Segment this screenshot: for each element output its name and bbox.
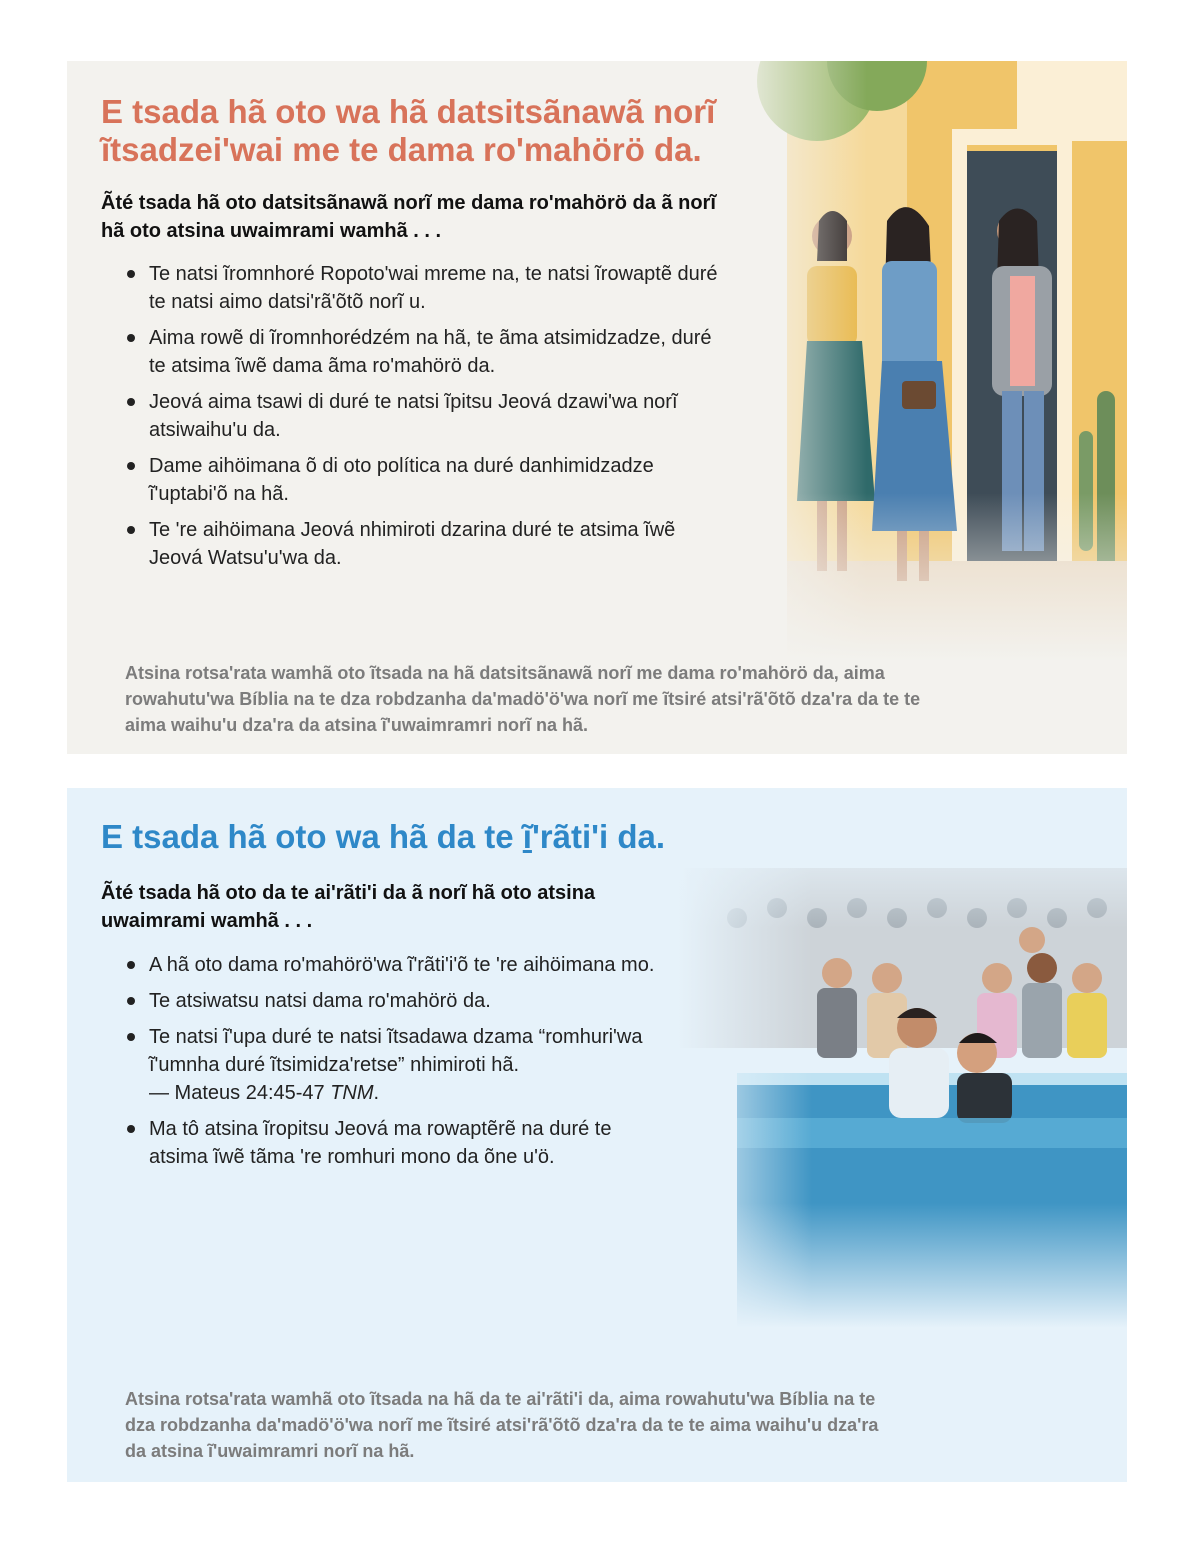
section-door-visit [67,61,1127,754]
section-footer-note: Atsina rotsa'rata wamhã oto ĩtsada na hã da te ai'rãti'i da, aima rowahutu'wa Bíblia na te dza robdzanha da'madö'ö'wa norĩ me ĩtsiré atsi'rã'õtõ dza'ra da te te aima waihu'u dza'ra da atsina ĩ'uwaimramri norĩ na hã. [125,1389,879,1461]
list-item: Te 're aihöimana Jeová nhimiroti dzarina duré te atsima ĩwẽ Jeová Watsu'u'wa da. [127,516,727,572]
scripture-citation: — Mateus 24:45-47 TNM. [149,1082,380,1104]
bullet-icon [127,334,135,342]
section-intro: Ãté tsada hã oto da te ai'rãti'i da ã norĩ hã oto atsina uwaimrami wamhã . . . [101,882,596,932]
bullet-list [127,951,667,1179]
bullet-icon [127,1125,135,1133]
list-item: Te natsi ĩ'upa duré te natsi ĩtsadawa dzama “romhuri'wa ĩ'umnha duré ĩtsimidza'retse” nhimiroti hã. — Mateus 24:45-47 TNM. [127,1023,667,1107]
list-item: Ma tô atsina ĩropitsu Jeová ma rowaptẽrẽ na duré te atsima ĩwẽ tãma 're romhuri mono da õne u'ö. [127,1115,667,1171]
section-title: E tsada hã oto wa hã datsitsãnawã norĩ ĩtsadzei'wai me te dama ro'mahörö da. [101,93,716,168]
bullet-icon [127,398,135,406]
section-footer-note: Atsina rotsa'rata wamhã oto ĩtsada na hã datsitsãnawã norĩ me dama ro'mahörö da, aima rowahutu'wa Bíblia na te dza robdzanha da'madö'ö'wa norĩ me ĩtsiré atsi'rã'õtõ dza'ra da te te aima waihu'u dza'ra da atsina ĩ'uwaimramri norĩ na hã. [125,663,921,735]
section-baptism [67,788,1127,1482]
section-title: E tsada hã oto wa hã da te ĩ'rãti'i da. [101,818,666,855]
list-item: Dame aihöimana õ di oto política na duré danhimidzadze ĩ'uptabi'õ na hã. [127,452,727,508]
bullet-icon [127,997,135,1005]
list-item: Te natsi ĩromnhoré Ropoto'wai mreme na, te natsi ĩrowaptẽ duré te natsi aimo datsi'rã'õtõ norĩ u. [127,260,727,316]
illustration-three-women-at-door [727,61,1127,661]
bullet-list [127,260,727,580]
list-item: Aima rowẽ di ĩromnhorédzém na hã, te ãma atsimidzadze, duré te atsima ĩwẽ dama ãma ro'mahörö da. [127,324,727,380]
section-intro: Ãté tsada hã oto datsitsãnawã norĩ me dama ro'mahörö da ã norĩ hã oto atsina uwaimrami wamhã . . . [101,192,716,242]
illustration-baptism-pool [677,828,1127,1328]
bullet-icon [127,270,135,278]
bullet-icon [127,961,135,969]
list-item: A hã oto dama ro'mahörö'wa ĩ'rãti'i'õ te 're aihöimana mo. [127,951,667,979]
bullet-icon [127,1033,135,1041]
list-item: Te atsiwatsu natsi dama ro'mahörö da. [127,987,667,1015]
list-item: Jeová aima tsawi di duré te natsi ĩpitsu Jeová dzawi'wa norĩ atsiwaihu'u da. [127,388,727,444]
bullet-icon [127,462,135,470]
bullet-icon [127,526,135,534]
